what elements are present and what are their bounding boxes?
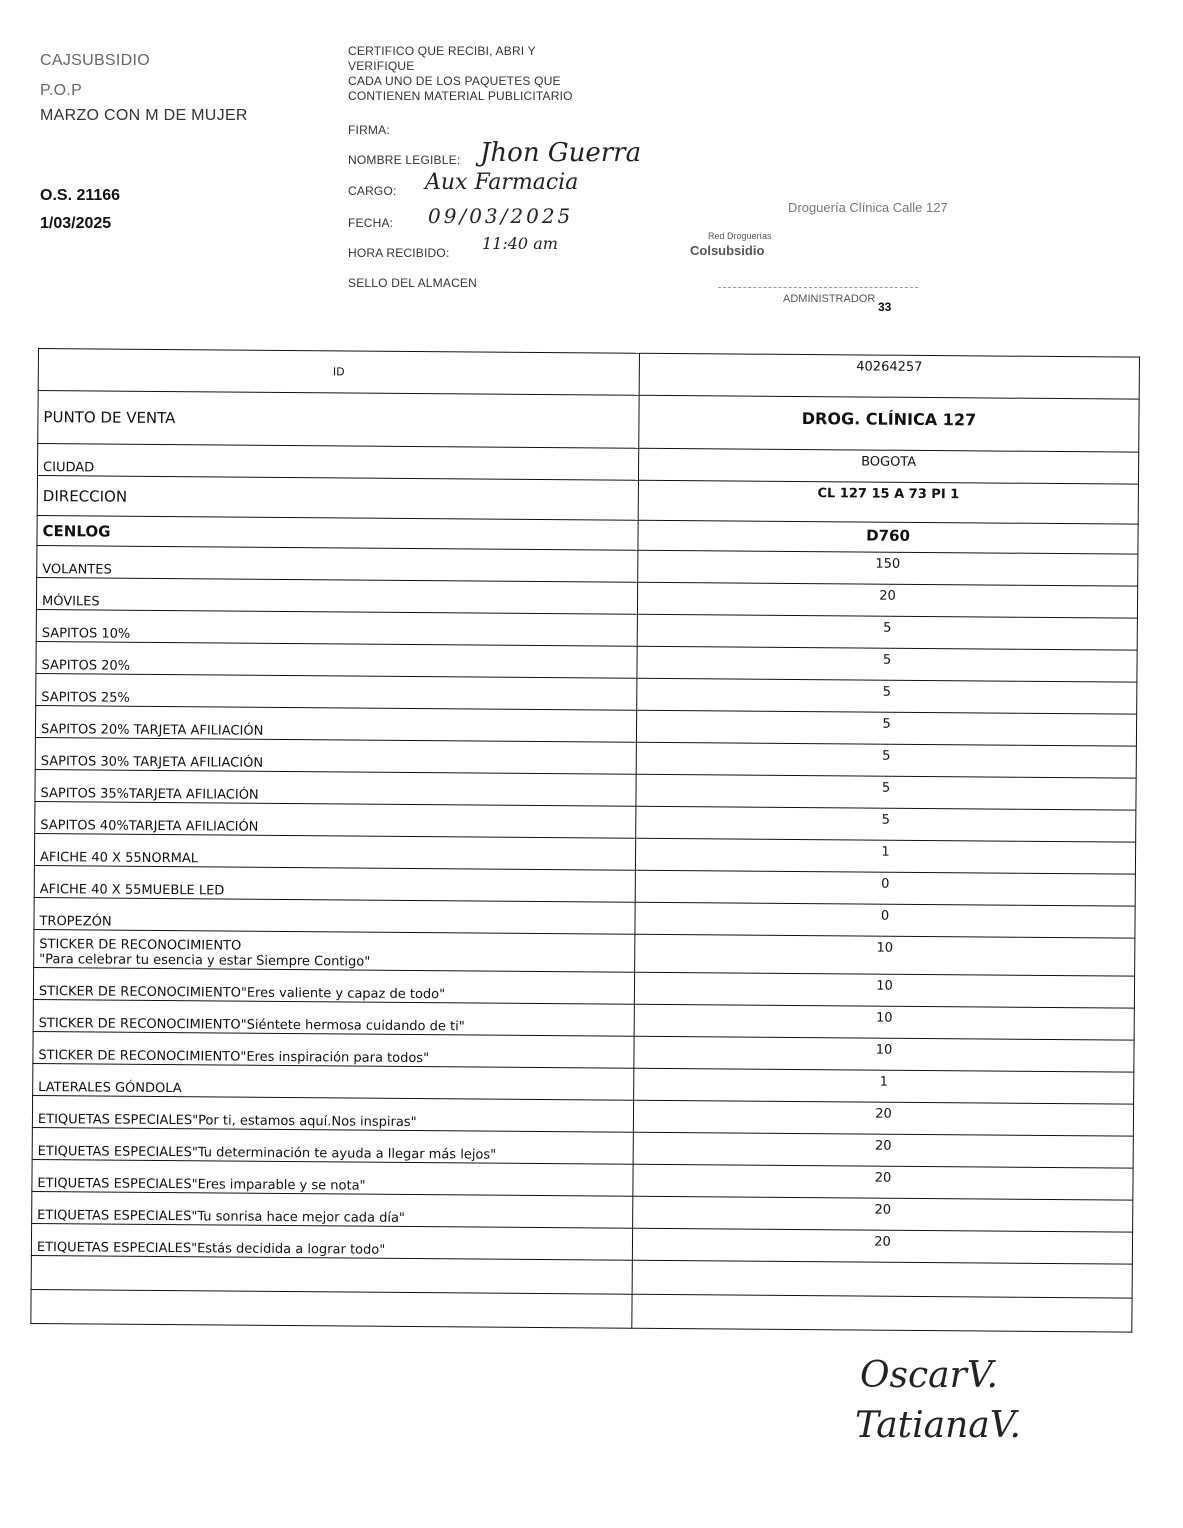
row-label: [36, 577, 637, 614]
stamp-line: [718, 287, 918, 288]
label-text: AFICHE 40 X 55MUEBLE LED: [39, 882, 225, 899]
row-value: 5: [636, 710, 1136, 746]
row-value: 20: [633, 1164, 1133, 1200]
label-text: SAPITOS 30% TARJETA AFILIACIÓN: [40, 754, 264, 771]
label-text: STICKER DE RECONOCIMIENTO"Siéntete hermosa cuidando de ti": [38, 1016, 465, 1035]
label-text: ETIQUETAS ESPECIALES"Eres imparable y se nota": [37, 1176, 366, 1194]
row-label: [35, 801, 636, 838]
label-text: STICKER DE RECONOCIMIENTO: [39, 937, 242, 954]
signature-tatiana: TatianaV.: [855, 1405, 1021, 1446]
row-value: 5: [637, 646, 1137, 682]
row-label: [34, 929, 635, 972]
row-label: [36, 641, 637, 678]
stamp-role: ADMINISTRADOR: [783, 293, 876, 305]
row-label: [33, 967, 634, 1004]
row-value: 20: [632, 1228, 1132, 1264]
row-value: BOGOTA: [638, 448, 1138, 484]
label-text: CIUDAD: [43, 460, 95, 476]
table-row: [38, 391, 1139, 453]
row-value: 5: [636, 774, 1136, 810]
row-label: [37, 515, 638, 550]
cert-line: CERTIFICO QUE RECIBI, ABRI Y: [348, 44, 536, 58]
label-text: VOLANTES: [42, 562, 112, 578]
row-label: [37, 545, 638, 582]
pop-label: P.O.P: [40, 82, 83, 99]
row-label: [33, 1031, 634, 1068]
row-label: [34, 897, 635, 934]
row-label: [32, 1159, 633, 1196]
stamp-network: Red Droguerías: [708, 231, 772, 241]
row-label: [32, 1191, 633, 1228]
label-text: ETIQUETAS ESPECIALES"Por ti, estamos aquí.Nos inspiras": [37, 1112, 417, 1130]
label-text: MÓVILES: [41, 594, 100, 610]
label-text: SAPITOS 10%: [41, 626, 131, 642]
row-value: 5: [637, 614, 1137, 650]
row-label: [34, 833, 635, 870]
empty-cell: [31, 1255, 632, 1294]
nombre-handwritten: Jhon Guerra: [480, 138, 642, 168]
row-value: 10: [635, 934, 1135, 976]
row-label: [36, 609, 637, 646]
row-value: D760: [638, 520, 1138, 554]
label-text-2: "Para celebrar tu esencia y estar Siempre Contigo": [39, 952, 371, 970]
cert-line: CONTIENEN MATERIAL PUBLICITARIO: [348, 89, 573, 103]
cert-line: VERIFIQUE: [348, 59, 415, 73]
row-label: [37, 444, 638, 481]
empty-cell: [31, 1289, 632, 1328]
row-value: 20: [633, 1132, 1133, 1168]
label-text: DIRECCION: [42, 486, 128, 506]
row-value: 5: [637, 678, 1137, 714]
label-text: SAPITOS 35%TARJETA AFILIACIÓN: [40, 786, 259, 803]
row-label: [31, 1223, 632, 1260]
row-value: 0: [635, 870, 1135, 906]
label-text: CENLOG: [42, 521, 111, 541]
row-label: [33, 999, 634, 1036]
row-label: [34, 865, 635, 902]
row-label: [35, 705, 636, 742]
order-number: O.S. 21166: [40, 187, 121, 204]
cert-line: CADA UNO DE LOS PAQUETES QUE: [348, 74, 561, 88]
stamp-store: Droguería Clínica Calle 127: [788, 200, 948, 215]
row-label: [36, 673, 637, 710]
label-text: TROPEZÓN: [39, 914, 112, 930]
label-text: SAPITOS 20% TARJETA AFILIACIÓN: [40, 722, 264, 739]
label-text: SAPITOS 40%TARJETA AFILIACIÓN: [40, 818, 259, 835]
certificate-text: [348, 44, 573, 104]
empty-row: [31, 1289, 1132, 1332]
row-label: [38, 391, 639, 449]
order-date: 1/03/2025: [40, 215, 112, 232]
row-value: 1: [635, 838, 1135, 874]
label-text: ETIQUETAS ESPECIALES"Tu sonrisa hace mejor cada día": [37, 1208, 405, 1226]
fecha-handwritten: 09/03/2025: [428, 204, 574, 228]
row-value: 20: [633, 1100, 1133, 1136]
label-text: ETIQUETAS ESPECIALES"Tu determinación te ayuda a llegar más lejos": [37, 1144, 497, 1163]
label-text: LATERALES GÓNDOLA: [38, 1080, 182, 1097]
row-label: [32, 1127, 633, 1164]
row-value: 5: [636, 806, 1136, 842]
label-text: ETIQUETAS ESPECIALES"Estás decidida a lograr todo": [36, 1240, 386, 1258]
stamp-number: 33: [878, 300, 892, 314]
row-value: 10: [634, 972, 1134, 1008]
sello-label: SELLO DEL ALMACEN: [348, 276, 478, 290]
row-value: 10: [634, 1036, 1134, 1072]
cargo-handwritten: Aux Farmacia: [425, 170, 579, 195]
firma-label: FIRMA:: [348, 123, 390, 137]
campaign-name: MARZO CON M DE MUJER: [40, 107, 248, 124]
company-name: CAJSUBSIDIO: [40, 52, 150, 69]
row-label: [35, 769, 636, 806]
row-value: 150: [638, 550, 1138, 586]
row-value: 5: [636, 742, 1136, 778]
row-value: 0: [635, 902, 1135, 938]
label-text: ID: [332, 365, 345, 379]
row-value: CL 127 15 A 73 PI 1: [638, 480, 1138, 524]
row-value: 1: [634, 1068, 1134, 1104]
row-label: [37, 476, 638, 521]
label-text: STICKER DE RECONOCIMIENTO"Eres valiente y capaz de todo": [38, 984, 446, 1003]
nombre-label: NOMBRE LEGIBLE:: [348, 153, 461, 167]
row-label: [33, 1063, 634, 1100]
label-text: SAPITOS 25%: [41, 690, 130, 706]
materials-table: [30, 348, 1140, 1333]
row-value: 20: [633, 1196, 1133, 1232]
cargo-label: CARGO:: [348, 184, 397, 198]
hora-label: HORA RECIBIDO:: [348, 246, 450, 260]
row-value: 10: [634, 1004, 1134, 1040]
row-value: DROG. CLÍNICA 127: [639, 395, 1139, 452]
label-text: SAPITOS 20%: [41, 658, 131, 674]
row-label: [32, 1095, 633, 1132]
label-text: AFICHE 40 X 55NORMAL: [39, 850, 199, 867]
row-label: [38, 349, 639, 396]
row-label: [35, 737, 636, 774]
fecha-label: FECHA:: [348, 216, 394, 230]
hora-handwritten: 11:40 am: [482, 234, 558, 253]
empty-cell: [632, 1294, 1132, 1332]
stamp-brand: Colsubsidio: [690, 243, 765, 258]
row-value: 40264257: [639, 353, 1139, 399]
empty-cell: [632, 1260, 1132, 1298]
label-text: PUNTO DE VENTA: [43, 408, 176, 428]
label-text: STICKER DE RECONOCIMIENTO"Eres inspiración para todos": [38, 1048, 430, 1067]
row-value: 20: [637, 582, 1137, 618]
signature-oscar: OscarV.: [860, 1355, 998, 1396]
